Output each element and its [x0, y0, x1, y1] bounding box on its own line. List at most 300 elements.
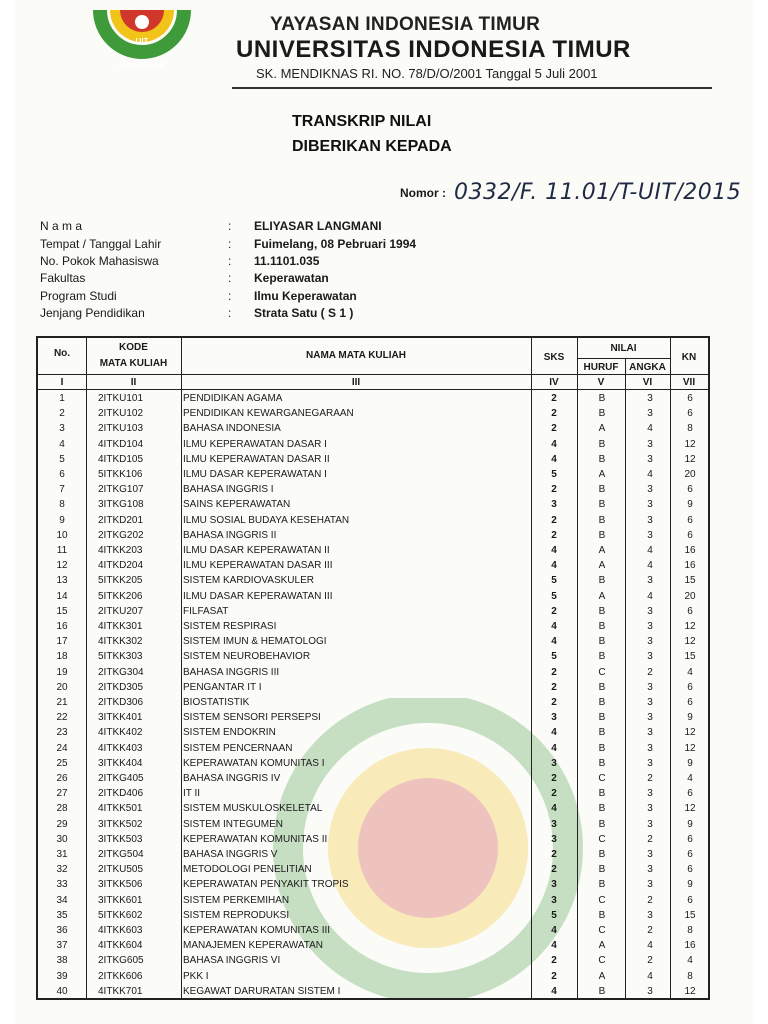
- table-row: [38, 939, 708, 954]
- grade-letter: B: [598, 742, 606, 754]
- grade-number: 2: [647, 833, 653, 845]
- grade-letter: B: [598, 514, 606, 526]
- kn-value: 4: [687, 955, 693, 967]
- row-number: 16: [56, 621, 68, 632]
- grade-number: 4: [647, 423, 653, 435]
- grade-letter: A: [598, 560, 606, 572]
- grade-letter: B: [598, 909, 606, 921]
- grade-letter: C: [598, 955, 606, 967]
- grade-number: 3: [647, 575, 653, 587]
- course-code: 2ITKU101: [98, 393, 144, 404]
- grade-number: 3: [647, 408, 653, 420]
- grade-number: 3: [647, 803, 653, 815]
- table-row: [38, 742, 708, 757]
- header-sks: SKS: [543, 352, 565, 363]
- kn-value: 12: [684, 985, 696, 997]
- course-sks: 2: [551, 484, 557, 496]
- grade-number: 3: [647, 727, 653, 739]
- kn-value: 6: [687, 529, 693, 541]
- doc-title: TRANSKRIP NILAI: [292, 113, 432, 130]
- course-sks: 3: [551, 833, 557, 845]
- grade-letter: B: [598, 788, 606, 800]
- course-code: 2ITKD406: [98, 788, 144, 800]
- table-row: [38, 605, 708, 620]
- grade-letter: B: [598, 636, 606, 648]
- course-code: 2ITKD201: [98, 514, 144, 526]
- roman-i: I: [60, 377, 64, 388]
- grade-number: 4: [647, 590, 653, 602]
- row-number: 34: [56, 894, 68, 906]
- grade-number: 4: [647, 940, 653, 952]
- course-sks: 4: [551, 438, 557, 450]
- grade-letter: B: [598, 727, 606, 739]
- course-name: MANAJEMEN KEPERAWATAN: [183, 940, 324, 952]
- course-name: BAHASA INDONESIA: [183, 423, 281, 435]
- row-number: 9: [59, 514, 65, 526]
- table-row: [38, 392, 708, 407]
- course-name: PENDIDIKAN KEWARGANEGARAAN: [183, 408, 354, 420]
- grade-number: 3: [647, 529, 653, 541]
- info-label: Fakultas: [40, 271, 86, 285]
- kn-value: 15: [684, 651, 696, 663]
- table-row: [38, 954, 708, 969]
- course-code: 2ITKU103: [98, 423, 144, 435]
- course-name: PENDIDIKAN AGAMA: [183, 393, 283, 404]
- course-sks: 2: [551, 773, 557, 784]
- course-name: BAHASA INGGRIS V: [183, 849, 278, 860]
- grade-letter: B: [598, 484, 606, 496]
- header-nama: NAMA MATA KULIAH: [306, 350, 406, 361]
- grade-number: 3: [647, 909, 653, 921]
- grade-letter: C: [598, 925, 606, 936]
- kn-value: 16: [684, 545, 696, 556]
- grade-number: 3: [647, 621, 653, 632]
- table-row: [38, 696, 708, 711]
- table-row: [38, 514, 708, 529]
- info-value: ELIYASAR LANGMANI: [254, 219, 382, 233]
- grade-letter: B: [598, 651, 606, 663]
- course-name: KEGAWAT DARURATAN SISTEM I: [183, 985, 341, 997]
- course-code: 4ITKK701: [98, 985, 143, 997]
- grade-letter: B: [598, 864, 606, 876]
- roman-vi: VI: [642, 377, 653, 388]
- course-code: 3ITKK502: [98, 818, 143, 830]
- course-code: 4ITKK604: [98, 940, 143, 952]
- table-row: [38, 529, 708, 544]
- grade-letter: A: [598, 469, 606, 480]
- course-name: BAHASA INGGRIS II: [183, 529, 277, 541]
- course-code: 3ITKK506: [98, 879, 143, 891]
- course-sks: 2: [551, 864, 557, 876]
- info-value: Ilmu Keperawatan: [254, 289, 357, 303]
- grade-letter: C: [598, 833, 606, 845]
- kn-value: 6: [687, 849, 693, 860]
- info-colon: :: [228, 271, 232, 285]
- grade-letter: A: [598, 590, 606, 602]
- grade-letter: B: [598, 408, 606, 420]
- row-number: 31: [56, 849, 68, 860]
- header-nilai: NILAI: [610, 343, 637, 354]
- table-row: [38, 711, 708, 726]
- grade-number: 3: [647, 514, 653, 526]
- course-code: 2ITKD305: [98, 681, 144, 693]
- row-number: 8: [59, 499, 65, 511]
- course-code: 4ITKK301: [98, 621, 143, 632]
- course-code: 4ITKK603: [98, 925, 143, 936]
- row-number: 39: [56, 970, 68, 982]
- row-number: 12: [56, 560, 68, 572]
- row-number: 30: [56, 833, 68, 845]
- header-kode: KODE: [119, 342, 148, 353]
- course-name: SAINS KEPERAWATAN: [183, 499, 291, 511]
- course-sks: 2: [551, 514, 557, 526]
- kn-value: 6: [687, 393, 693, 404]
- grade-letter: B: [598, 849, 606, 860]
- course-sks: 4: [551, 985, 557, 997]
- course-name: KEPERAWATAN KOMUNITAS III: [183, 925, 331, 936]
- kn-value: 6: [687, 681, 693, 693]
- course-sks: 5: [551, 651, 557, 663]
- course-name: PENGANTAR IT I: [183, 681, 262, 693]
- info-colon: :: [228, 219, 232, 233]
- course-code: 3ITKK401: [98, 712, 143, 724]
- row-number: 40: [56, 985, 68, 997]
- table-row: [38, 498, 708, 513]
- row-number: 11: [56, 545, 68, 556]
- kn-value: 6: [687, 605, 693, 617]
- kn-value: 6: [687, 408, 693, 420]
- row-number: 4: [59, 438, 65, 450]
- table-row: [38, 666, 708, 681]
- course-code: 2ITKG405: [98, 773, 144, 784]
- table-row: [38, 559, 708, 574]
- row-number: 37: [56, 940, 68, 952]
- table-row: [38, 833, 708, 848]
- header-no: No.: [53, 348, 71, 359]
- course-name: SISTEM KARDIOVASKULER: [183, 575, 314, 587]
- course-name: SISTEM NEUROBEHAVIOR: [183, 651, 311, 663]
- table-row: [38, 453, 708, 468]
- course-code: 5ITKK206: [98, 590, 143, 602]
- grade-number: 3: [647, 864, 653, 876]
- row-number: 7: [59, 484, 65, 496]
- course-name: BAHASA INGGRIS I: [183, 484, 274, 496]
- kn-value: 16: [684, 940, 696, 952]
- grade-letter: B: [598, 985, 606, 997]
- grade-number: 2: [647, 773, 653, 784]
- table-row: [38, 681, 708, 696]
- course-code: 5ITKK303: [98, 651, 143, 663]
- course-sks: 2: [551, 423, 557, 435]
- course-sks: 4: [551, 453, 557, 465]
- course-code: 2ITKU505: [98, 864, 144, 876]
- table-row: [38, 878, 708, 893]
- course-sks: 2: [551, 849, 557, 860]
- course-sks: 5: [551, 469, 557, 480]
- header-angka: ANGKA: [629, 362, 666, 373]
- table-row: [38, 726, 708, 741]
- university-name: UNIVERSITAS INDONESIA TIMUR: [236, 36, 631, 63]
- row-number: 3: [59, 423, 65, 435]
- table-row: [38, 894, 708, 909]
- grade-letter: C: [598, 773, 606, 784]
- logo-emblem-text: UIT: [135, 37, 149, 46]
- grade-number: 3: [647, 697, 653, 708]
- table-row: [38, 422, 708, 437]
- grade-number: 4: [647, 560, 653, 572]
- course-name: ILMU DASAR KEPERAWATAN II: [183, 545, 330, 556]
- kn-value: 12: [684, 453, 696, 465]
- header-rule: [232, 87, 712, 89]
- table-row: [38, 848, 708, 863]
- grade-letter: B: [598, 438, 606, 450]
- grade-letter: B: [598, 818, 606, 830]
- grade-letter: A: [598, 970, 606, 982]
- grade-letter: C: [598, 894, 606, 906]
- course-name: SISTEM INTEGUMEN: [183, 818, 284, 830]
- course-code: 5ITKK106: [98, 469, 143, 480]
- grade-number: 3: [647, 788, 653, 800]
- course-sks: 3: [551, 879, 557, 891]
- row-number: 2: [59, 408, 65, 420]
- kn-value: 12: [684, 803, 696, 815]
- course-sks: 3: [551, 712, 557, 724]
- course-sks: 4: [551, 925, 557, 936]
- kn-value: 12: [684, 727, 696, 739]
- course-name: BAHASA INGGRIS VI: [183, 955, 281, 967]
- grade-number: 3: [647, 879, 653, 891]
- row-number: 33: [56, 879, 68, 891]
- info-colon: :: [228, 254, 232, 268]
- grade-letter: C: [598, 666, 606, 678]
- grade-number: 3: [647, 605, 653, 617]
- row-number: 29: [56, 818, 68, 830]
- course-code: 4ITKD105: [98, 453, 144, 465]
- kn-value: 6: [687, 833, 693, 845]
- table-row: [38, 620, 708, 635]
- course-sks: 4: [551, 636, 557, 648]
- grade-number: 4: [647, 469, 653, 480]
- course-code: 2ITKD306: [98, 697, 144, 708]
- grade-letter: B: [598, 879, 606, 891]
- header-kn: KN: [681, 352, 697, 363]
- info-colon: :: [228, 289, 232, 303]
- course-sks: 4: [551, 727, 557, 739]
- course-name: ILMU KEPERAWATAN DASAR II: [183, 453, 330, 465]
- course-name: METODOLOGI PENELITIAN: [183, 864, 312, 876]
- grade-number: 2: [647, 955, 653, 967]
- course-sks: 3: [551, 894, 557, 906]
- table-row: [38, 407, 708, 422]
- course-name: ILMU KEPERAWATAN DASAR I: [183, 438, 327, 450]
- course-code: 2ITKK606: [98, 970, 143, 982]
- info-value: Strata Satu ( S 1 ): [254, 306, 354, 320]
- course-name: BAHASA INGGRIS IV: [183, 773, 281, 784]
- course-name: ILMU SOSIAL BUDAYA KESEHATAN: [183, 514, 350, 526]
- course-sks: 5: [551, 575, 557, 587]
- row-number: 24: [56, 742, 68, 754]
- row-number: 25: [56, 757, 68, 769]
- kn-value: 20: [684, 590, 696, 602]
- grade-letter: B: [598, 529, 606, 541]
- kn-value: 8: [687, 970, 693, 982]
- course-name: SISTEM PENCERNAAN: [183, 742, 293, 754]
- row-number: 26: [56, 773, 68, 784]
- info-label: Jenjang Pendidikan: [40, 306, 145, 320]
- course-sks: 4: [551, 940, 557, 952]
- kn-value: 15: [684, 575, 696, 587]
- grade-letter: B: [598, 757, 606, 769]
- row-number: 6: [59, 469, 65, 480]
- kn-value: 12: [684, 742, 696, 754]
- course-name: ILMU DASAR KEPERAWATAN III: [183, 590, 333, 602]
- course-name: KEPERAWATAN KOMUNITAS I: [183, 757, 325, 769]
- logo-city-text: MAKASSAR: [118, 61, 166, 70]
- grade-letter: B: [598, 621, 606, 632]
- course-name: SISTEM IMUN & HEMATOLOGI: [183, 636, 327, 648]
- row-number: 27: [56, 788, 68, 800]
- course-name: SISTEM SENSORI PERSEPSI: [183, 712, 321, 724]
- info-label: Tempat / Tanggal Lahir: [40, 237, 162, 251]
- grade-number: 3: [647, 742, 653, 754]
- course-name: SISTEM PERKEMIHAN: [183, 894, 290, 906]
- university-logo: [92, 10, 192, 80]
- kn-value: 15: [684, 909, 696, 921]
- course-sks: 2: [551, 666, 557, 678]
- doc-subtitle: DIBERIKAN KEPADA: [292, 138, 452, 155]
- course-code: 4ITKK203: [98, 545, 143, 556]
- grade-number: 3: [647, 484, 653, 496]
- grades-table: [36, 336, 710, 1000]
- course-sks: 5: [551, 909, 557, 921]
- course-name: FILFASAT: [183, 605, 229, 617]
- course-code: 4ITKK302: [98, 636, 143, 648]
- table-row: [38, 650, 708, 665]
- grade-number: 3: [647, 393, 653, 404]
- course-name: SISTEM ENDOKRIN: [183, 727, 276, 739]
- course-code: 4ITKK403: [98, 742, 143, 754]
- kn-value: 6: [687, 864, 693, 876]
- row-number: 38: [56, 955, 68, 967]
- course-code: 3ITKK404: [98, 757, 143, 769]
- table-row: [38, 909, 708, 924]
- foundation-name: YAYASAN INDONESIA TIMUR: [270, 14, 541, 35]
- course-code: 3ITKK601: [98, 894, 143, 906]
- kn-value: 12: [684, 621, 696, 632]
- kn-value: 8: [687, 423, 693, 435]
- course-name: SISTEM REPRODUKSI: [183, 909, 290, 921]
- course-code: 4ITKD204: [98, 560, 144, 572]
- kn-value: 9: [687, 757, 693, 769]
- table-row: [38, 483, 708, 498]
- grade-number: 2: [647, 925, 653, 936]
- course-code: 4ITKD104: [98, 438, 144, 450]
- info-value: Fuimelang, 08 Pebruari 1994: [254, 237, 417, 251]
- grade-letter: B: [598, 453, 606, 465]
- row-number: 35: [56, 909, 68, 921]
- info-colon: :: [228, 306, 232, 320]
- course-code: 5ITKK205: [98, 575, 143, 587]
- grade-letter: B: [598, 393, 606, 404]
- row-number: 20: [56, 681, 68, 693]
- course-sks: 2: [551, 970, 557, 982]
- row-number: 15: [56, 605, 68, 617]
- row-number: 28: [56, 803, 68, 815]
- course-name: SISTEM MUSKULOSKELETAL: [183, 803, 323, 815]
- table-row: [38, 924, 708, 939]
- info-value: 11.1101.035: [254, 254, 320, 268]
- grade-letter: B: [598, 697, 606, 708]
- course-name: ILMU DASAR KEPERAWATAN I: [183, 469, 327, 480]
- kn-value: 9: [687, 499, 693, 511]
- table-row: [38, 438, 708, 453]
- course-code: 3ITKK503: [98, 833, 143, 845]
- grade-letter: B: [598, 499, 606, 511]
- grade-number: 4: [647, 970, 653, 982]
- kn-value: 12: [684, 636, 696, 648]
- roman-vii: VII: [682, 377, 696, 388]
- grade-number: 3: [647, 438, 653, 450]
- table-row: [38, 544, 708, 559]
- grade-letter: B: [598, 575, 606, 587]
- course-name: KEPERAWATAN PENYAKIT TROPIS: [183, 879, 349, 891]
- table-row: [38, 757, 708, 772]
- row-number: 18: [56, 651, 68, 663]
- kn-value: 6: [687, 484, 693, 496]
- table-row: [38, 574, 708, 589]
- kn-value: 4: [687, 773, 693, 784]
- course-code: 2ITKG504: [98, 849, 144, 860]
- kn-value: 6: [687, 894, 693, 906]
- kn-value: 9: [687, 879, 693, 891]
- course-sks: 5: [551, 590, 557, 602]
- info-value: Keperawatan: [254, 271, 329, 285]
- table-row: [38, 802, 708, 817]
- row-number: 10: [56, 529, 68, 541]
- nomor-value: 0332/F. 11.01/T-UIT/2015: [454, 180, 742, 205]
- course-name: BIOSTATISTIK: [183, 697, 250, 708]
- grade-number: 2: [647, 666, 653, 678]
- table-row: [38, 863, 708, 878]
- row-number: 22: [56, 712, 68, 724]
- grade-number: 3: [647, 712, 653, 724]
- table-row: [38, 635, 708, 650]
- course-sks: 2: [551, 788, 557, 800]
- grade-number: 3: [647, 757, 653, 769]
- course-code: 4ITKK402: [98, 727, 143, 739]
- roman-iii: III: [351, 377, 361, 388]
- course-name: KEPERAWATAN KOMUNITAS II: [183, 833, 328, 845]
- kn-value: 4: [687, 666, 693, 678]
- row-number: 5: [59, 453, 65, 465]
- course-sks: 2: [551, 605, 557, 617]
- roman-iv: IV: [549, 377, 559, 388]
- course-sks: 2: [551, 697, 557, 708]
- course-name: ILMU KEPERAWATAN DASAR III: [183, 560, 333, 572]
- course-sks: 4: [551, 742, 557, 754]
- course-code: 2ITKG107: [98, 484, 144, 496]
- course-name: PKK I: [183, 970, 209, 982]
- row-number: 36: [56, 925, 68, 936]
- info-label: Program Studi: [40, 289, 117, 303]
- kn-value: 6: [687, 788, 693, 800]
- table-row: [38, 985, 708, 1000]
- table-row: [38, 468, 708, 483]
- grade-letter: B: [598, 712, 606, 724]
- course-name: BAHASA INGGRIS III: [183, 666, 280, 678]
- table-row: [38, 787, 708, 802]
- info-colon: :: [228, 237, 232, 251]
